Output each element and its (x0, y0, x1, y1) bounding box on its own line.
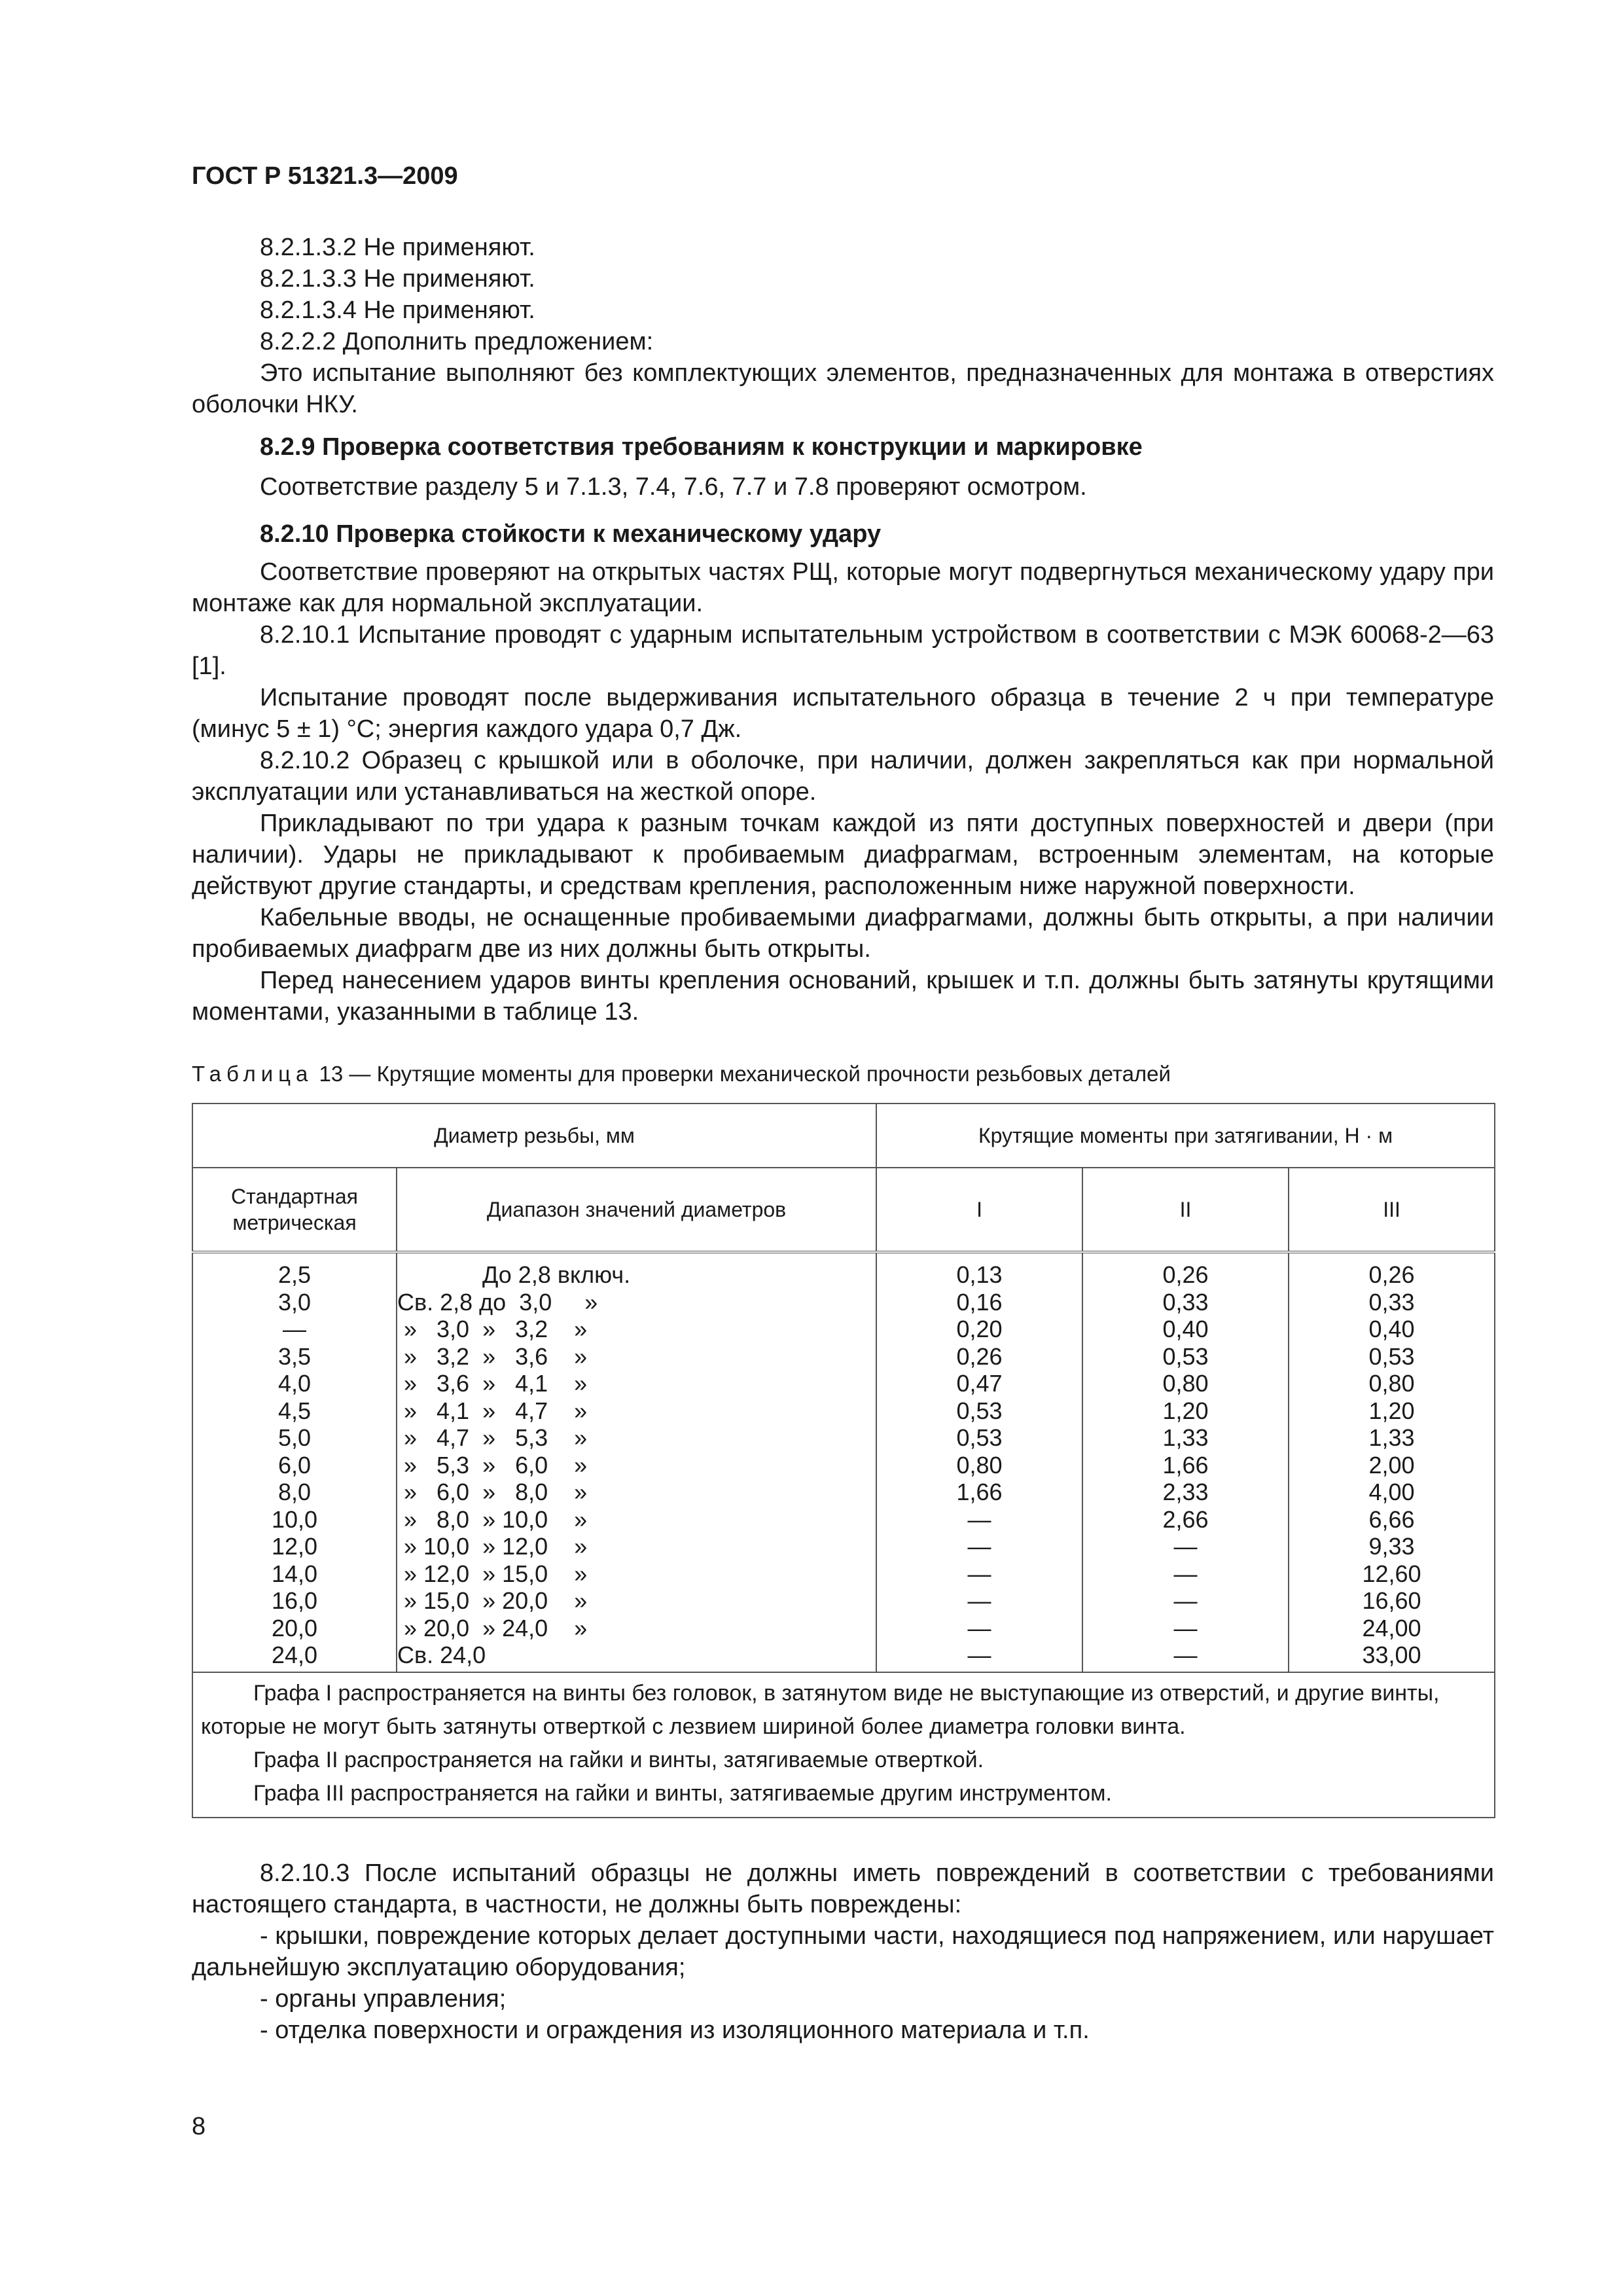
cell-torque-II: 2,33 (1162, 1479, 1209, 1505)
cell-standard: 20,0 (271, 1614, 318, 1641)
cell-torque-III: 0,80 (1368, 1370, 1415, 1397)
cell-torque-I: — (967, 1505, 991, 1533)
cell-range: » 3,6 » 4,1 » (397, 1370, 588, 1397)
header-standard-line1: Стандартная (231, 1185, 358, 1208)
cell-standard: 24,0 (271, 1641, 318, 1668)
heading-829: 8.2.9 Проверка соответствия требованиям к конструкции и маркировке (260, 433, 1143, 461)
cell-torque-I: 0,53 (956, 1397, 1003, 1424)
cell-torque-III: 0,33 (1368, 1288, 1415, 1316)
header-standard-metric (192, 1168, 397, 1252)
cell-torque-I: 0,20 (956, 1316, 1003, 1342)
cell-standard: 12,0 (271, 1533, 318, 1560)
cell-range: » 4,7 » 5,3 » (397, 1424, 588, 1451)
cell-torque-II: — (1173, 1533, 1198, 1560)
table-notes (192, 1672, 1495, 1818)
cell-torque-II: 1,33 (1162, 1424, 1209, 1451)
paragraph-8210-p1: Соответствие проверяют на открытых частях РЩ, которые могут подвергнуться механическому удару при монтаже как для нормальной эксплуатации. (192, 558, 1494, 617)
cell-standard: 3,0 (277, 1288, 312, 1316)
cell-torque-III: 0,40 (1368, 1316, 1415, 1342)
cell-torque-I: — (967, 1533, 991, 1560)
cell-range: Св. 2,8 до 3,0 » (397, 1288, 598, 1316)
cell-torque-I: — (967, 1614, 991, 1641)
paragraph-829-text: Соответствие разделу 5 и 7.1.3, 7.4, 7.6, 7.7 и 7.8 проверяют осмотром. (260, 473, 1087, 501)
column-range (397, 1252, 876, 1672)
table-note-3: Графа III распространяется на гайки и винты, затягиваемые другим инструментом. (253, 1780, 1112, 1806)
cell-torque-II: 0,33 (1162, 1288, 1209, 1316)
cell-range: » 5,3 » 6,0 » (397, 1451, 588, 1479)
header-col-III: III (1289, 1168, 1495, 1252)
bullet-surface-finish: - отделка поверхности и ограждения из изоляционного материала и т.п. (260, 2017, 1090, 2044)
heading-8210: 8.2.10 Проверка стойкости к механическому удару (260, 520, 882, 548)
cell-range: » 4,1 » 4,7 » (397, 1397, 588, 1424)
header-col-II: II (1082, 1168, 1289, 1252)
cell-standard: 10,0 (271, 1505, 318, 1533)
column-torque-II (1082, 1252, 1289, 1672)
cell-standard: 14,0 (271, 1560, 318, 1587)
cell-torque-III: 6,66 (1368, 1505, 1415, 1533)
cell-torque-III: 2,00 (1368, 1451, 1415, 1479)
table-note-2: Графа II распространяется на гайки и винты, затягиваемые отверткой. (253, 1747, 984, 1772)
cell-torque-II: 1,20 (1162, 1397, 1209, 1424)
cell-range: » 20,0 » 24,0 » (397, 1614, 588, 1641)
cell-standard: 4,0 (277, 1370, 312, 1397)
cell-torque-I: 0,53 (956, 1424, 1003, 1451)
paragraph-8210-p7: Перед нанесением ударов винты крепления оснований, крышек и т.п. должны быть затянуты крутящими моментами, указанными в таблице 13. (192, 967, 1494, 1026)
paragraph-82133: 8.2.1.3.3 Не применяют. (260, 265, 535, 293)
cell-torque-I: — (967, 1587, 991, 1614)
cell-range: Св. 24,0 (397, 1641, 486, 1668)
cell-torque-II: 0,53 (1162, 1342, 1209, 1370)
header-standard-line2: метрическая (232, 1211, 357, 1234)
paragraph-82132: 8.2.1.3.2 Не применяют. (260, 234, 535, 261)
cell-standard: 4,5 (277, 1397, 312, 1424)
paragraph-82134: 8.2.1.3.4 Не применяют. (260, 296, 535, 324)
cell-range: » 12,0 » 15,0 » (397, 1560, 588, 1587)
header-torque: Крутящие моменты при затягивании, Н · м (876, 1103, 1495, 1168)
cell-range: До 2,8 включ. (482, 1261, 631, 1288)
paragraph-82103: 8.2.10.3 После испытаний образцы не должны иметь повреждений в соответствии с требованиями настоящего стандарта, в частности, не должны быть повреждены: (192, 1859, 1494, 1918)
cell-torque-II: — (1173, 1587, 1198, 1614)
bullet-controls: - органы управления; (260, 1985, 507, 2013)
cell-torque-III: 1,33 (1368, 1424, 1415, 1451)
cell-torque-I: — (967, 1560, 991, 1587)
paragraph-insert: Это испытание выполняют без комплектующих элементов, предназначенных для монтажа в отверстиях оболочки НКУ. (192, 359, 1494, 418)
torque-table (192, 1103, 1495, 1818)
table-note-1: Графа I распространяется на винты без головок, в затянутом виде не выступающие из отверстий, и другие винты, которые не могут быть затянуты отверткой с лезвием шириной более диаметра головки винта. (201, 1680, 1440, 1739)
document-header: ГОСТ Р 51321.3—2009 (192, 162, 458, 190)
cell-range: » 15,0 » 20,0 » (397, 1587, 588, 1614)
cell-torque-I: 1,66 (956, 1479, 1003, 1505)
paragraph-8222: 8.2.2.2 Дополнить предложением: (260, 328, 654, 355)
cell-torque-II: 0,80 (1162, 1370, 1209, 1397)
cell-torque-III: 0,53 (1368, 1342, 1415, 1370)
cell-torque-II: 0,40 (1162, 1316, 1209, 1342)
cell-torque-I: 0,47 (956, 1370, 1003, 1397)
cell-standard: 16,0 (271, 1587, 318, 1614)
cell-torque-II: — (1173, 1641, 1198, 1668)
table-caption (192, 1062, 1171, 1086)
header-diameter: Диаметр резьбы, мм (192, 1103, 876, 1168)
cell-torque-I: 0,13 (956, 1261, 1003, 1288)
header-range: Диапазон значений диаметров (397, 1168, 876, 1252)
header-col-I: I (876, 1168, 1082, 1252)
cell-torque-III: 4,00 (1368, 1479, 1415, 1505)
cell-torque-II: 0,26 (1162, 1261, 1209, 1288)
cell-torque-I: 0,16 (956, 1288, 1003, 1316)
cell-standard: 5,0 (277, 1424, 312, 1451)
column-torque-III (1289, 1252, 1495, 1672)
paragraph-8210-p2: 8.2.10.1 Испытание проводят с ударным испытательным устройством в соответствии с МЭК 60068-2—63 [1]. (192, 621, 1494, 680)
cell-torque-III: 24,00 (1362, 1614, 1421, 1641)
cell-torque-I: 0,80 (956, 1451, 1003, 1479)
bullet-covers: - крышки, повреждение которых делает доступными части, находящиеся под напряжением, или нарушает дальнейшую эксплуатацию оборудования; (192, 1922, 1494, 1981)
cell-torque-III: 16,60 (1362, 1587, 1421, 1614)
cell-standard: — (283, 1316, 306, 1342)
table-caption-label: Таблица (192, 1062, 313, 1086)
cell-standard: 2,5 (277, 1261, 312, 1288)
cell-torque-II: 2,66 (1162, 1505, 1209, 1533)
paragraph-8210-p6: Кабельные вводы, не оснащенные пробиваемыми диафрагмами, должны быть открыты, а при наличии пробиваемых диафрагм две из них должны быть открыты. (192, 904, 1494, 963)
paragraph-8210-p4: 8.2.10.2 Образец с крышкой или в оболочке, при наличии, должен закрепляться как при нормальной эксплуатации или устанавливаться на жесткой опоре. (192, 747, 1494, 806)
cell-range: » 3,0 » 3,2 » (397, 1316, 588, 1342)
cell-torque-III: 1,20 (1368, 1397, 1415, 1424)
cell-range: » 10,0 » 12,0 » (397, 1533, 588, 1560)
cell-torque-II: — (1173, 1560, 1198, 1587)
column-torque-I (876, 1252, 1082, 1672)
cell-torque-III: 12,60 (1362, 1560, 1421, 1587)
cell-torque-II: — (1173, 1614, 1198, 1641)
cell-range: » 8,0 » 10,0 » (397, 1505, 588, 1533)
cell-torque-III: 9,33 (1368, 1533, 1415, 1560)
cell-torque-III: 33,00 (1362, 1641, 1421, 1668)
paragraph-8210-p3: Испытание проводят после выдерживания испытательного образца в течение 2 ч при температуре (минус 5 ± 1) °С; энергия каждого удара 0,7 Дж. (192, 684, 1494, 743)
column-standard (192, 1252, 397, 1672)
paragraph-8210-p5: Прикладывают по три удара к разным точкам каждой из пяти доступных поверхностей и двери (при наличии). Удары не прикладывают к пробиваемым диафрагмам, встроенным элементам, на которые действуют другие стандарты, и средствам крепления, расположенным ниже наружной поверхности. (192, 810, 1494, 900)
page-number: 8 (192, 2113, 206, 2140)
cell-standard: 8,0 (277, 1479, 312, 1505)
cell-standard: 3,5 (277, 1342, 312, 1370)
cell-range: » 6,0 » 8,0 » (397, 1479, 588, 1505)
cell-torque-II: 1,66 (1162, 1451, 1209, 1479)
cell-standard: 6,0 (277, 1451, 312, 1479)
cell-torque-III: 0,26 (1368, 1261, 1415, 1288)
cell-torque-I: 0,26 (956, 1342, 1003, 1370)
table-caption-text: 13 — Крутящие моменты для проверки механической прочности резьбовых деталей (313, 1062, 1171, 1086)
cell-range: » 3,2 » 3,6 » (397, 1342, 588, 1370)
cell-torque-I: — (967, 1641, 991, 1668)
